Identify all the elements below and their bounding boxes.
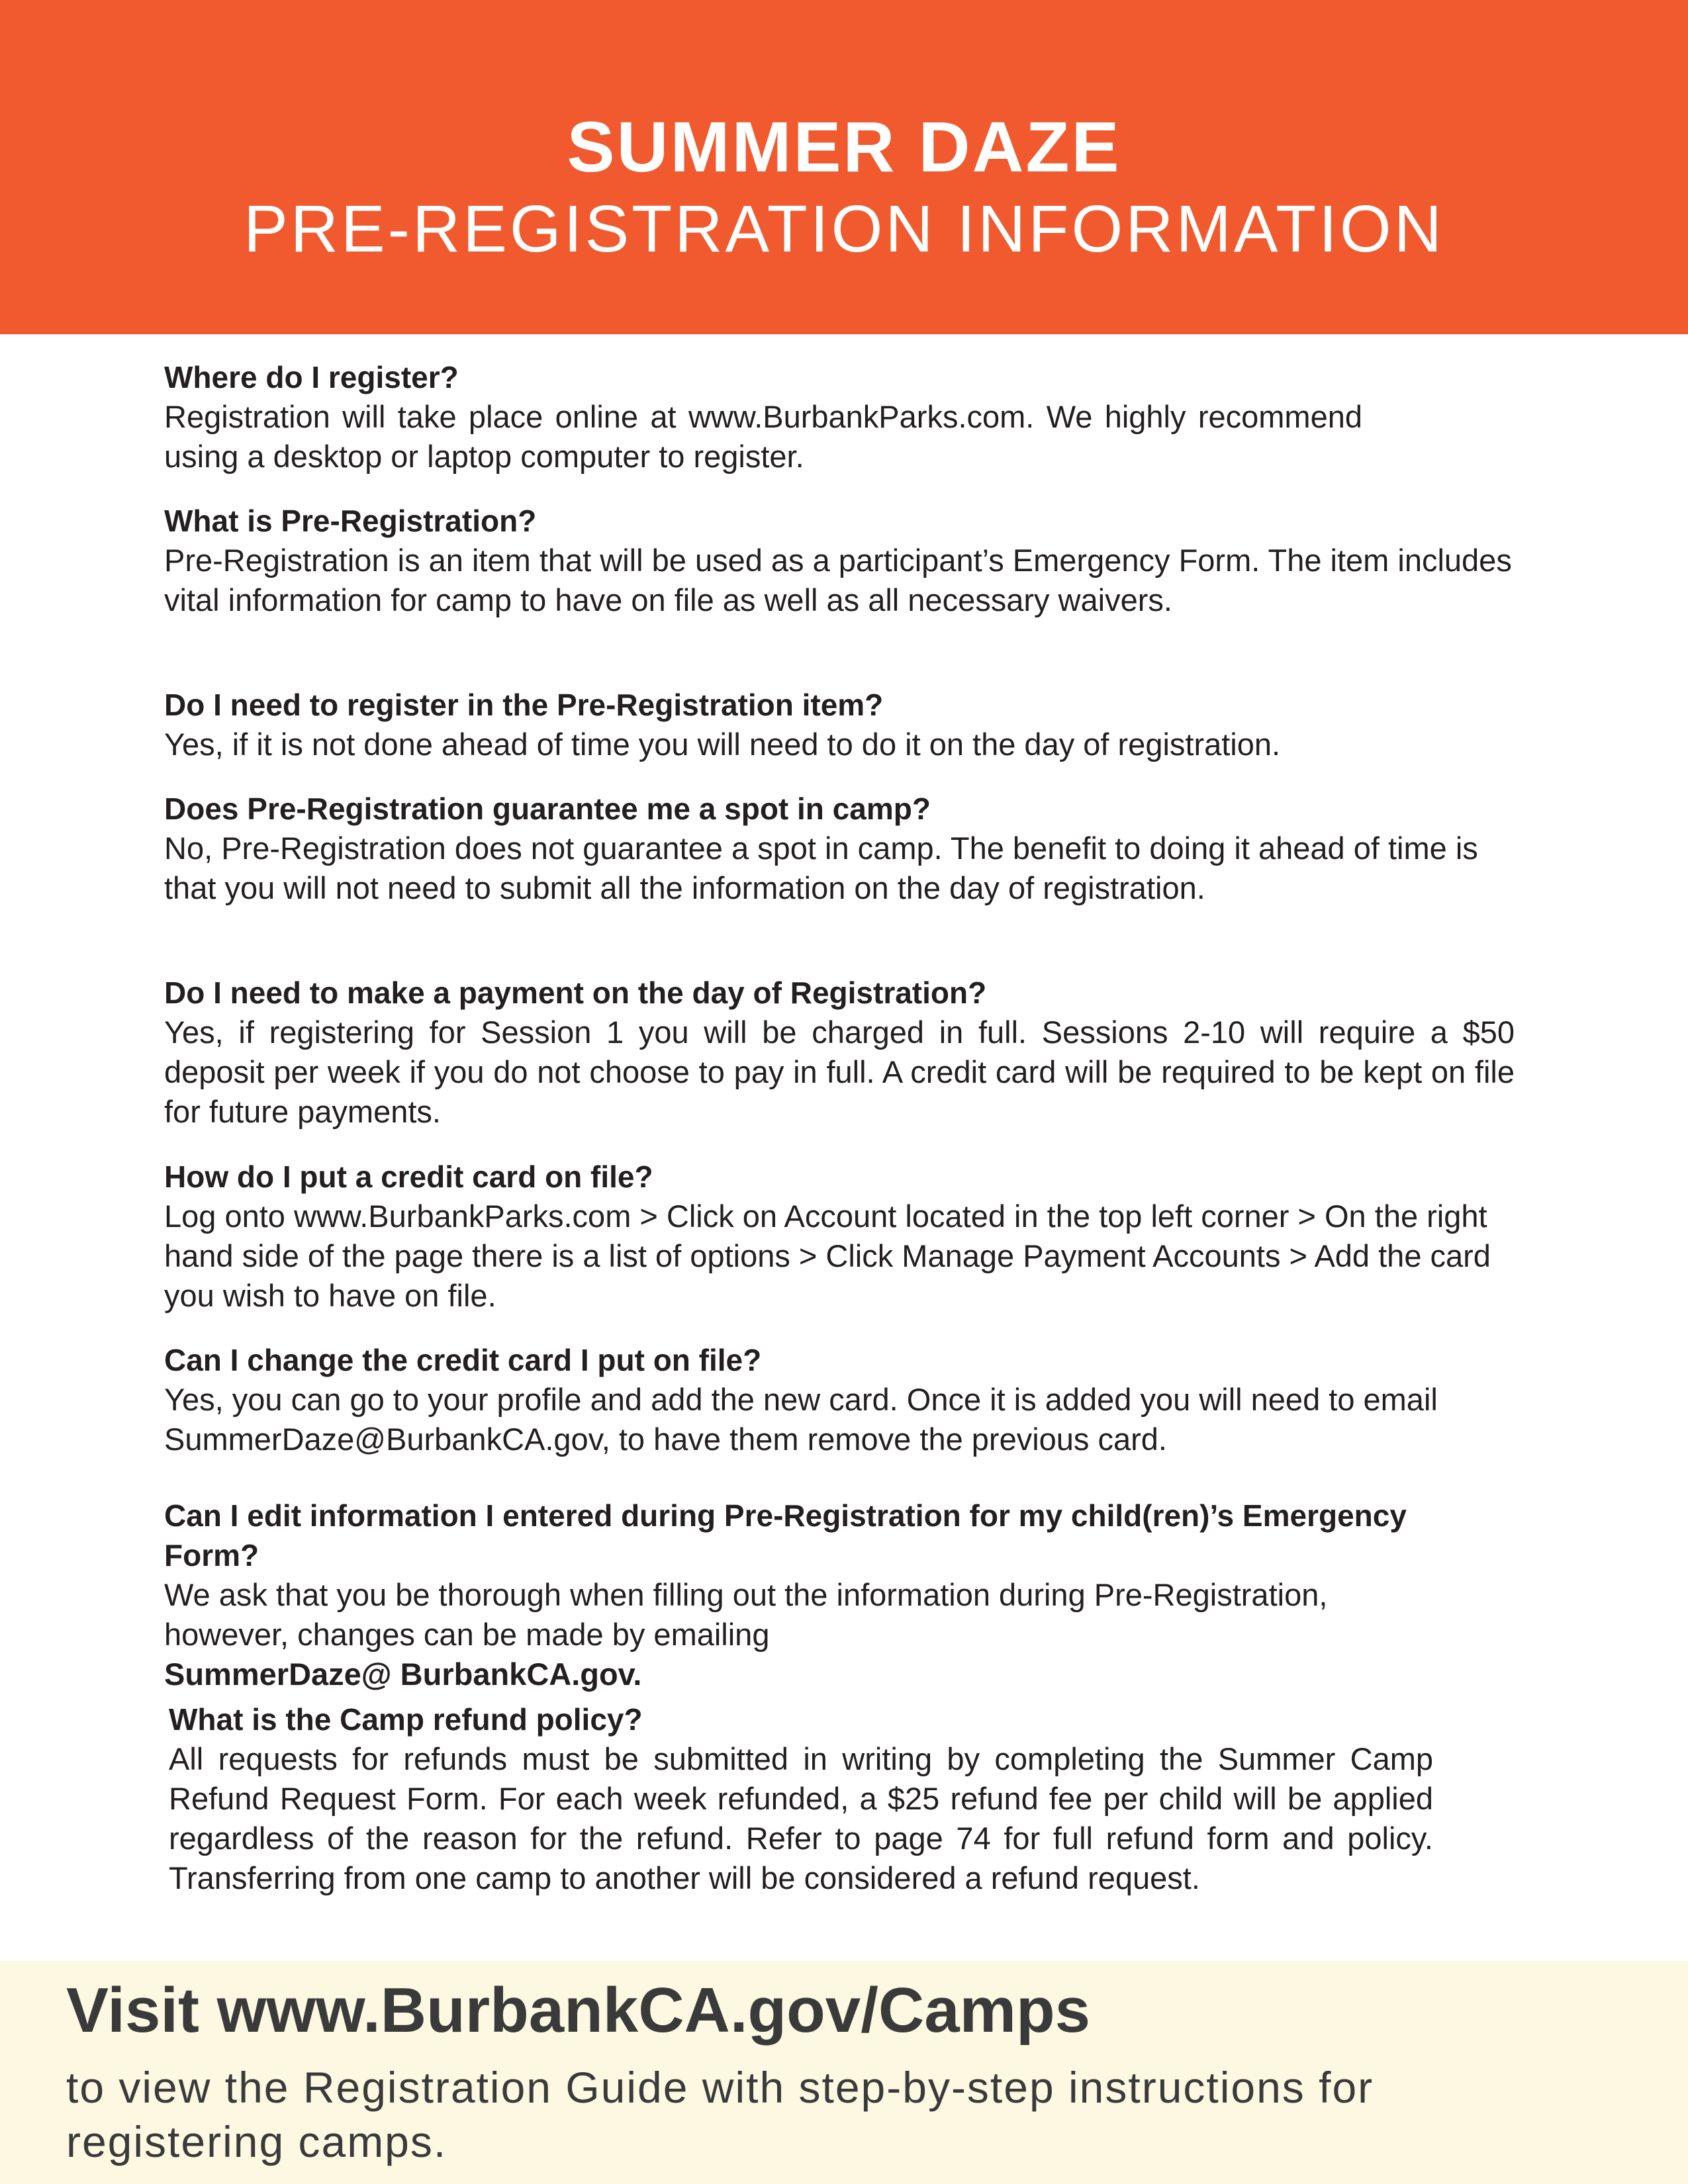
page-subtitle: PRE-REGISTRATION INFORMATION: [244, 192, 1444, 266]
faq-question: Do I need to make a payment on the day of Registration?: [164, 976, 987, 1010]
faq-item-guarantee-spot: [164, 789, 1534, 908]
footer-banner: [0, 1961, 1688, 2184]
faq-answer: Registration will take place online at www.BurbankParks.com. We highly recommend using a desktop or laptop computer to register.: [164, 399, 1362, 474]
faq-question: Can I change the credit card I put on file?: [164, 1343, 762, 1377]
faq-item-where-register: [164, 357, 1534, 477]
faq-answer: No, Pre-Registration does not guarantee a spot in camp. The benefit to doing it ahead of time is that you will not need to submit all the information on the day of registration.: [164, 831, 1478, 905]
faq-answer: We ask that you be thorough when filling out the information during Pre-Registration, however, changes can be made by emailing: [164, 1577, 1328, 1652]
page-header: [0, 0, 1688, 334]
faq-item-edit-information: [164, 1496, 1534, 1694]
faq-item-credit-card-on-file: [164, 1157, 1534, 1316]
faq-answer: Pre-Registration is an item that will be used as a participant’s Emergency Form. The item includes vital information for camp to have on file as well as all necessary waivers.: [164, 543, 1512, 617]
faq-question: Can I edit information I entered during Pre-Registration for my child(ren)’s Emergency Form?: [164, 1498, 1407, 1572]
faq-answer: Yes, you can go to your profile and add the new card. Once it is added you will need to email SummerDaze@BurbankCA.gov, to have them remove the previous card.: [164, 1382, 1438, 1457]
faq-answer: Yes, if registering for Session 1 you will be charged in full. Sessions 2-10 will require a $50 deposit per week if you do not choose to pay in full. A credit card will be required to be kept on file for future payments.: [164, 1015, 1515, 1129]
faq-answer-email: SummerDaze@ BurbankCA.gov.: [164, 1657, 642, 1692]
faq-question: Where do I register?: [164, 360, 459, 394]
footer-cta: Visit www.BurbankCA.gov/Camps: [66, 1975, 1090, 2046]
faq-item-payment: [164, 973, 1534, 1132]
faq-answer: Log onto www.BurbankParks.com > Click on Account located in the top left corner > On the right hand side of the page there is a list of options > Click Manage Payment Accounts > Add the card you wish to have on file.: [164, 1199, 1491, 1313]
faq-question: What is the Camp refund policy?: [169, 1702, 643, 1737]
page-title: SUMMER DAZE: [567, 107, 1121, 187]
faq-question: Does Pre-Registration guarantee me a spot in camp?: [164, 792, 931, 826]
faq-answer: Yes, if it is not done ahead of time you will need to do it on the day of registration.: [164, 727, 1281, 762]
faq-item-need-to-register: [164, 685, 1534, 764]
faq-item-refund-policy: [169, 1700, 1539, 1898]
faq-question: How do I put a credit card on file?: [164, 1160, 653, 1194]
faq-question: What is Pre-Registration?: [164, 504, 537, 538]
footer-subtext: to view the Registration Guide with step-by-step instructions for registering camps.: [66, 2063, 1374, 2166]
faq-item-change-credit-card: [164, 1340, 1534, 1459]
faq-item-what-is-preregistration: [164, 501, 1534, 620]
faq-question: Do I need to register in the Pre-Registration item?: [164, 688, 884, 722]
faq-answer: All requests for refunds must be submitted in writing by completing the Summer Camp Refund Request Form. For each week refunded, a $25 refund fee per child will be applied regardless of the reason for the refund. Refer to page 74 for full refund form and policy. Transferring from one camp to another will be considered a refund request.: [169, 1741, 1433, 1895]
